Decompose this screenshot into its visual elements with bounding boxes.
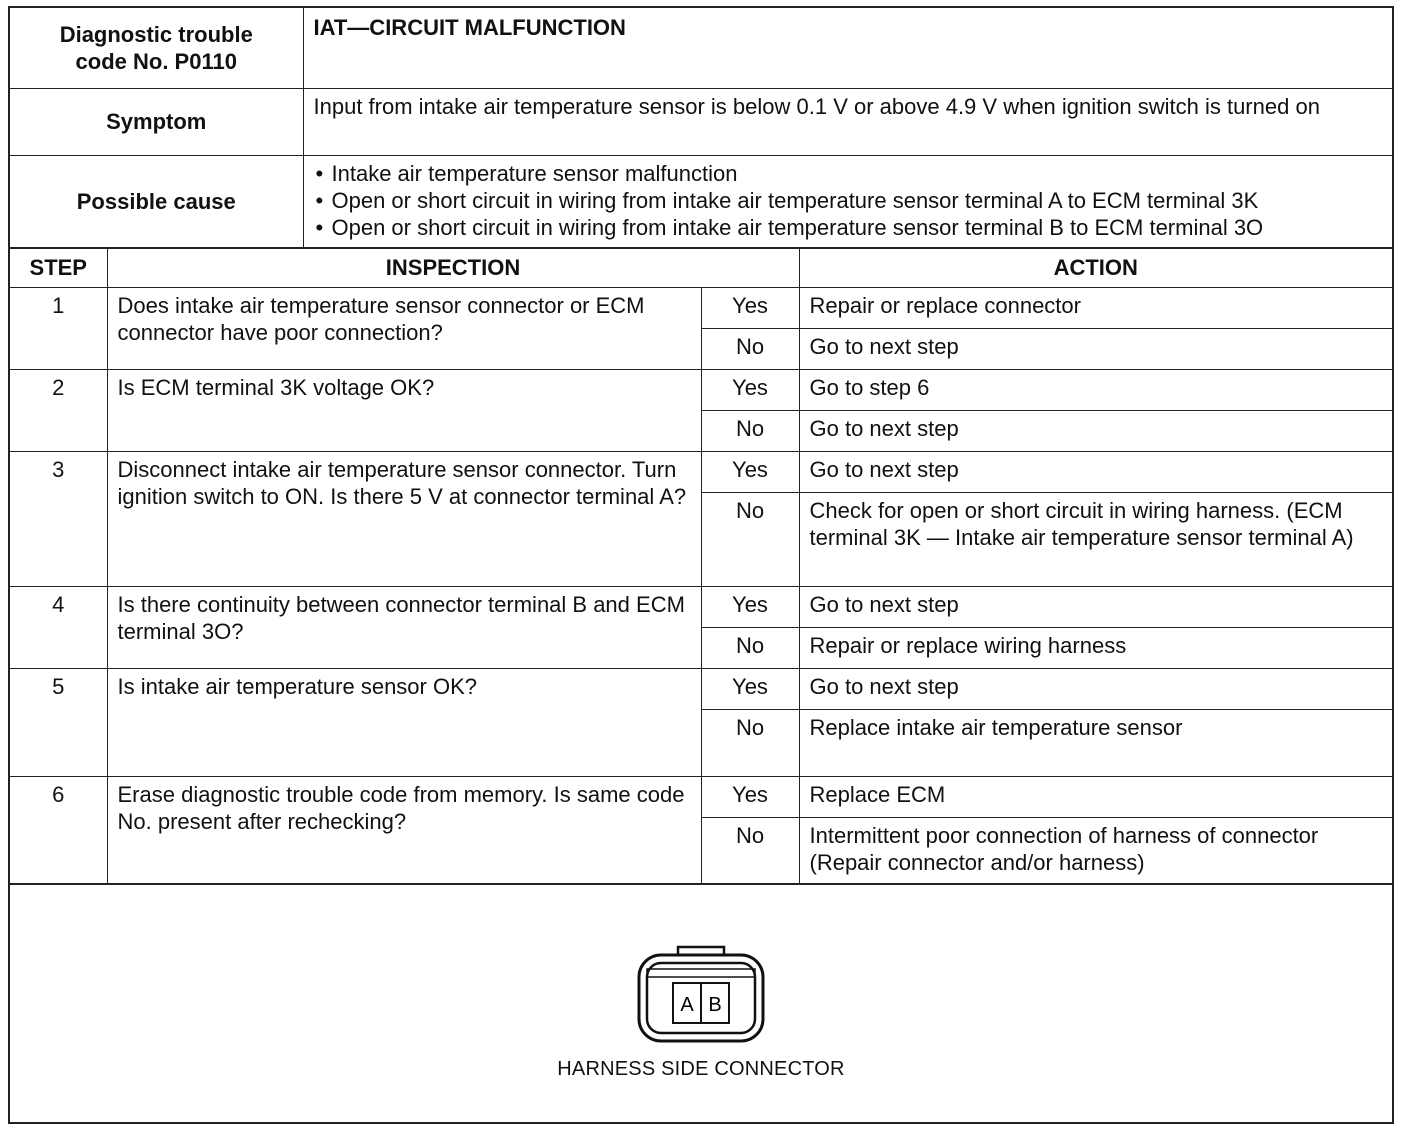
step-number: 1 xyxy=(10,287,107,369)
connector-diagram-area xyxy=(10,884,1392,1117)
step-number: 2 xyxy=(10,369,107,451)
yes-action: Repair or replace connector xyxy=(799,287,1392,328)
action-column-header: ACTION xyxy=(799,248,1392,287)
no-action: Go to next step xyxy=(799,410,1392,451)
step-column-header: STEP xyxy=(10,248,107,287)
step-inspection: Disconnect intake air temperature sensor connector. Turn ignition switch to ON. Is there 5 V at connector terminal A? xyxy=(107,451,701,586)
no-label: No xyxy=(701,627,799,668)
yes-label: Yes xyxy=(701,776,799,817)
yes-action: Go to next step xyxy=(799,451,1392,492)
dtc-label: Diagnostic trouble code No. P0110 xyxy=(10,8,303,88)
connector-caption: HARNESS SIDE CONNECTOR xyxy=(557,1057,845,1080)
terminal-a-label: A xyxy=(680,993,694,1016)
no-label: No xyxy=(701,328,799,369)
yes-action: Go to next step xyxy=(799,586,1392,627)
no-action: Replace intake air temperature sensor xyxy=(799,709,1392,776)
connector-icon xyxy=(636,945,766,1045)
step-inspection: Is intake air temperature sensor OK? xyxy=(107,668,701,776)
table-row xyxy=(10,586,1392,627)
possible-cause-list xyxy=(303,155,1392,247)
cause-item: • Open or short circuit in wiring from intake air temperature sensor terminal A to ECM terminal 3K xyxy=(310,187,1387,214)
yes-label: Yes xyxy=(701,668,799,709)
diagnostic-sheet xyxy=(8,6,1394,1124)
yes-action: Replace ECM xyxy=(799,776,1392,817)
step-inspection: Does intake air temperature sensor connector or ECM connector have poor connection? xyxy=(107,287,701,369)
no-action: Go to next step xyxy=(799,328,1392,369)
symptom-text: Input from intake air temperature sensor is below 0.1 V or above 4.9 V when ignition switch is turned on xyxy=(303,88,1392,155)
no-action: Repair or replace wiring harness xyxy=(799,627,1392,668)
dtc-title: IAT—CIRCUIT MALFUNCTION xyxy=(303,8,1392,88)
yes-action: Go to step 6 xyxy=(799,369,1392,410)
symptom-label: Symptom xyxy=(10,88,303,155)
step-number: 5 xyxy=(10,668,107,776)
no-label: No xyxy=(701,492,799,586)
step-number: 4 xyxy=(10,586,107,668)
terminal-b-label: B xyxy=(708,993,722,1016)
table-row xyxy=(10,776,1392,817)
no-label: No xyxy=(701,410,799,451)
step-inspection: Erase diagnostic trouble code from memory. Is same code No. present after rechecking? xyxy=(107,776,701,883)
steps-table xyxy=(10,248,1392,884)
step-number: 6 xyxy=(10,776,107,883)
no-label: No xyxy=(701,817,799,883)
possible-cause-label: Possible cause xyxy=(10,155,303,247)
inspection-column-header: INSPECTION xyxy=(107,248,799,287)
table-row xyxy=(10,668,1392,709)
step-number: 3 xyxy=(10,451,107,586)
yes-action: Go to next step xyxy=(799,668,1392,709)
harness-connector xyxy=(10,945,1392,1081)
dtc-header-table xyxy=(10,8,1392,248)
no-action: Check for open or short circuit in wiring harness. (ECM terminal 3K — Intake air temperature sensor terminal A) xyxy=(799,492,1392,586)
cause-item: • Open or short circuit in wiring from intake air temperature sensor terminal B to ECM terminal 3O xyxy=(310,214,1387,241)
table-row xyxy=(10,287,1392,328)
cause-item: • Intake air temperature sensor malfunction xyxy=(310,160,1387,187)
table-row xyxy=(10,369,1392,410)
step-inspection: Is ECM terminal 3K voltage OK? xyxy=(107,369,701,451)
yes-label: Yes xyxy=(701,287,799,328)
yes-label: Yes xyxy=(701,451,799,492)
no-action: Intermittent poor connection of harness of connector (Repair connector and/or harness) xyxy=(799,817,1392,883)
step-inspection: Is there continuity between connector terminal B and ECM terminal 3O? xyxy=(107,586,701,668)
yes-label: Yes xyxy=(701,369,799,410)
no-label: No xyxy=(701,709,799,776)
table-row xyxy=(10,451,1392,492)
yes-label: Yes xyxy=(701,586,799,627)
